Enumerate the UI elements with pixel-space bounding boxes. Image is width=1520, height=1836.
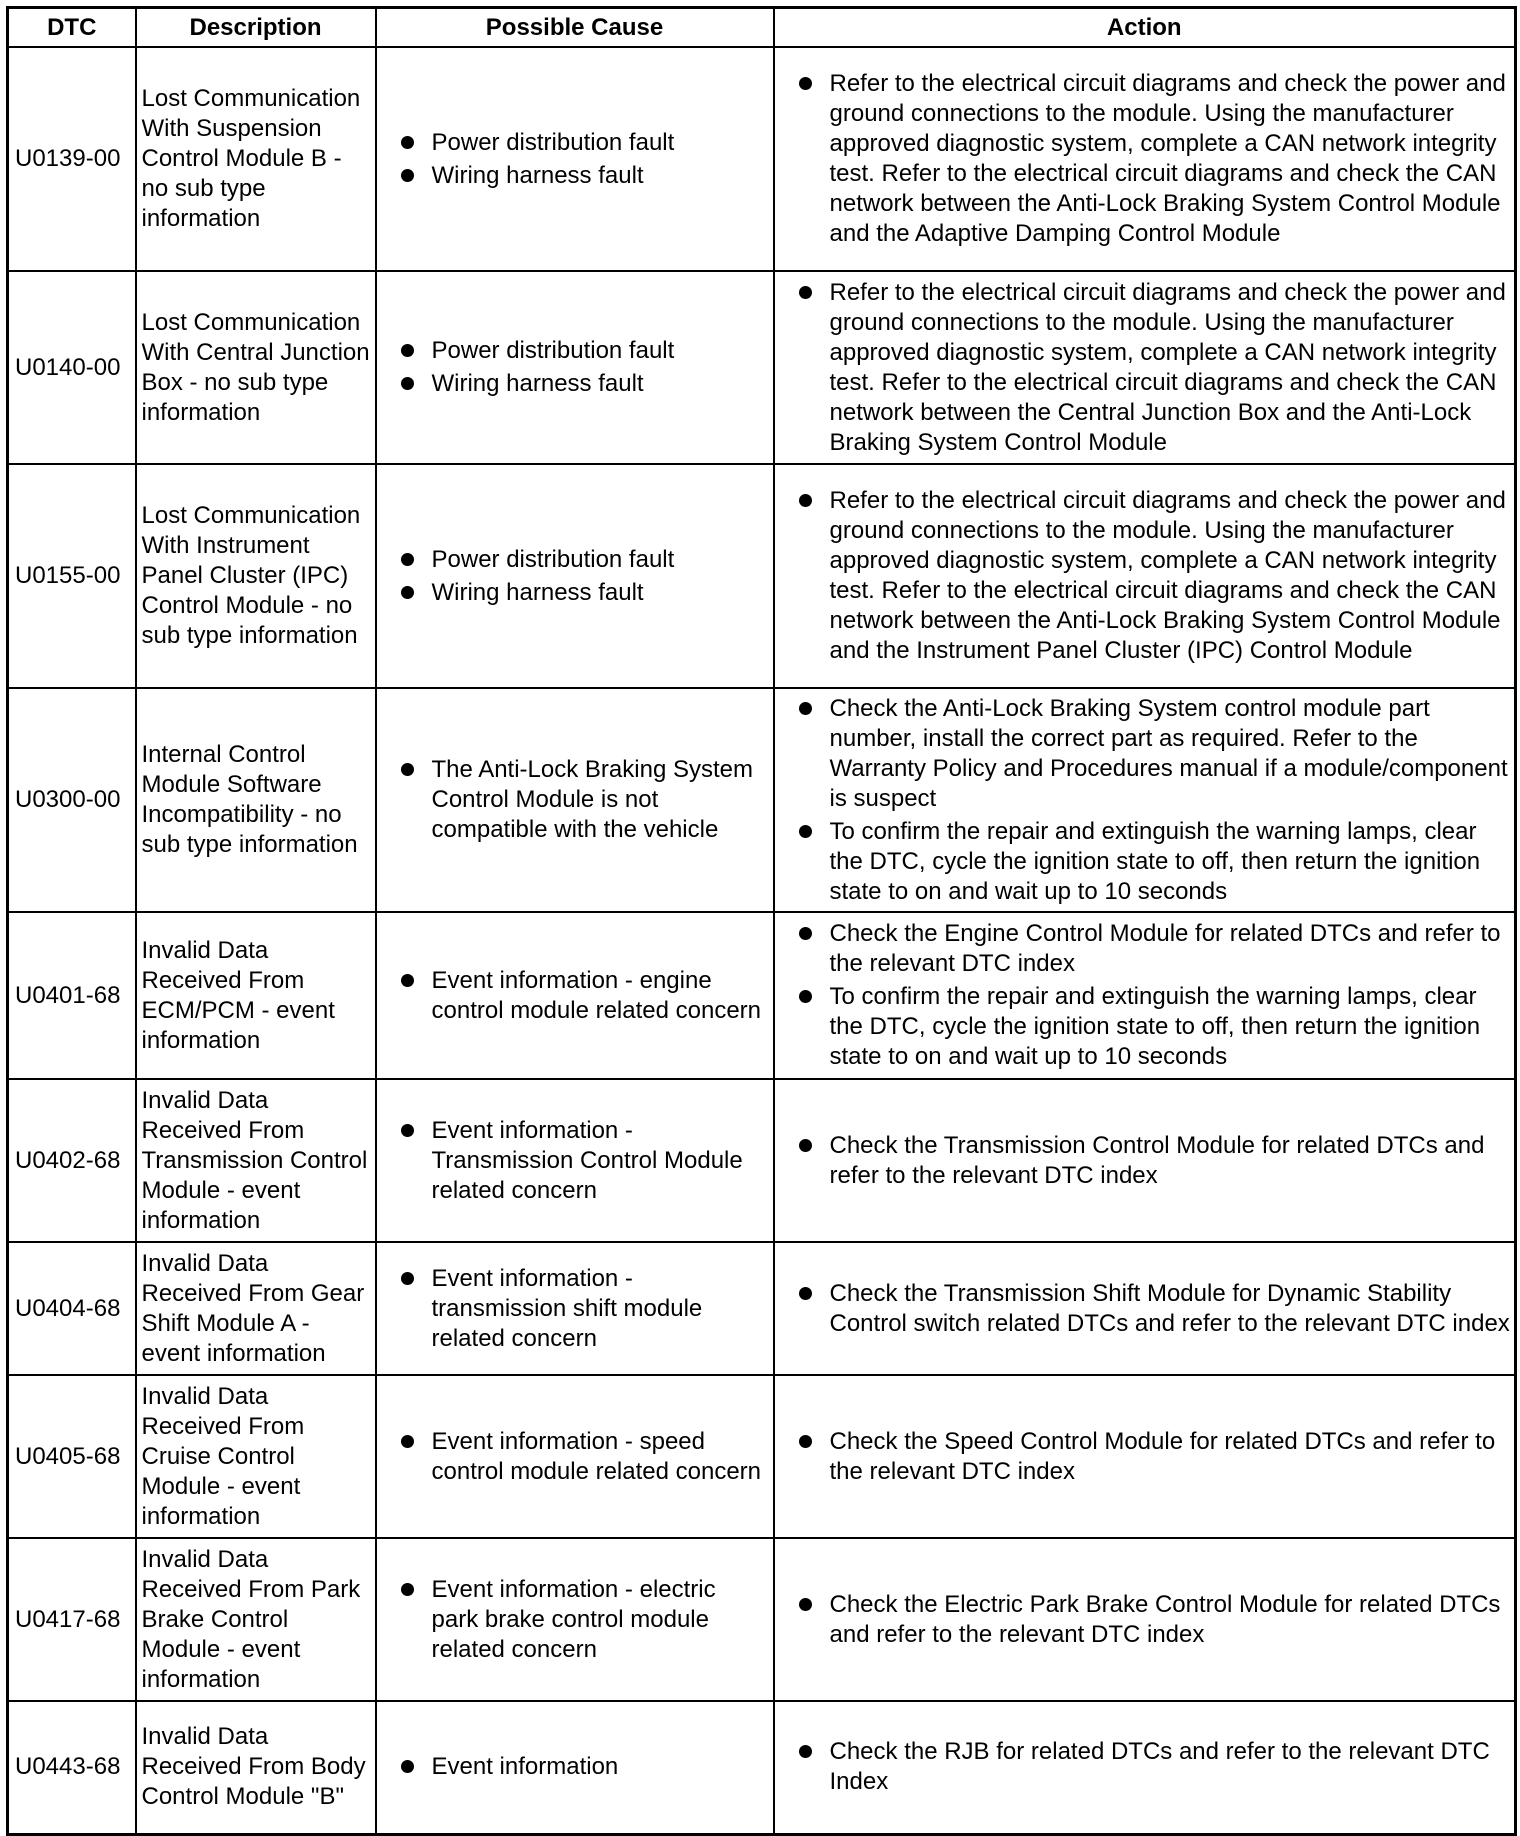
possible-cause-cell	[376, 1079, 774, 1242]
possible-cause-cell	[376, 1375, 774, 1538]
dtc-code: U0401-68	[8, 912, 136, 1079]
possible-cause-item: Event information - speed control module related concern	[397, 1427, 769, 1487]
dtc-description: Invalid Data Received From Cruise Control Module - event information	[136, 1375, 376, 1538]
action-cell	[774, 1079, 1516, 1242]
possible-cause-item: Event information	[397, 1752, 769, 1782]
possible-cause-item: Event information - transmission shift module related concern	[397, 1264, 769, 1354]
possible-cause-cell	[376, 912, 774, 1079]
possible-cause-cell	[376, 1701, 774, 1834]
action-cell	[774, 912, 1516, 1079]
dtc-description: Invalid Data Received From Gear Shift Module A - event information	[136, 1242, 376, 1375]
action-item: To confirm the repair and extinguish the warning lamps, clear the DTC, cycle the ignition state to off, then return the ignition state to on and wait up to 10 seconds	[795, 982, 1511, 1072]
table-row	[8, 1242, 1516, 1375]
possible-cause-list	[397, 1752, 769, 1782]
table-row	[8, 688, 1516, 912]
dtc-description: Invalid Data Received From Body Control Module "B"	[136, 1701, 376, 1834]
possible-cause-cell	[376, 271, 774, 464]
header-dtc: DTC	[8, 8, 136, 48]
dtc-code: U0300-00	[8, 688, 136, 912]
possible-cause-item: Event information - engine control module related concern	[397, 966, 769, 1026]
dtc-description: Internal Control Module Software Incompatibility - no sub type information	[136, 688, 376, 912]
possible-cause-list	[397, 966, 769, 1026]
header-possible-cause: Possible Cause	[376, 8, 774, 48]
possible-cause-cell	[376, 464, 774, 688]
dtc-description: Invalid Data Received From ECM/PCM - event information	[136, 912, 376, 1079]
possible-cause-item: Event information - electric park brake control module related concern	[397, 1575, 769, 1665]
action-item: Check the Electric Park Brake Control Module for related DTCs and refer to the relevant DTC index	[795, 1590, 1511, 1650]
action-cell	[774, 271, 1516, 464]
dtc-description: Lost Communication With Central Junction Box - no sub type information	[136, 271, 376, 464]
action-item: Check the Engine Control Module for related DTCs and refer to the relevant DTC index	[795, 919, 1511, 979]
action-cell	[774, 1538, 1516, 1701]
header-action: Action	[774, 8, 1516, 48]
action-cell	[774, 1701, 1516, 1834]
action-cell	[774, 464, 1516, 688]
action-list	[795, 1279, 1511, 1339]
dtc-code: U0402-68	[8, 1079, 136, 1242]
action-item: Check the Anti-Lock Braking System control module part number, install the correct part as required. Refer to the Warranty Policy and Procedures manual if a module/component is suspect	[795, 694, 1511, 814]
table-row	[8, 464, 1516, 688]
possible-cause-list	[397, 1116, 769, 1206]
possible-cause-list	[397, 1264, 769, 1354]
dtc-description: Lost Communication With Suspension Control Module B - no sub type information	[136, 47, 376, 271]
action-item: Refer to the electrical circuit diagrams and check the power and ground connections to the module. Using the manufacturer approved diagnostic system, complete a CAN network integrity test. Refer to the electrical circuit diagrams and check the CAN network between the Anti-Lock Braking System Control Module and the Instrument Panel Cluster (IPC) Control Module	[795, 486, 1511, 666]
possible-cause-item: Power distribution fault	[397, 336, 769, 366]
table-row	[8, 1375, 1516, 1538]
possible-cause-item: Wiring harness fault	[397, 369, 769, 399]
table-row	[8, 1701, 1516, 1834]
table-row	[8, 1079, 1516, 1242]
possible-cause-cell	[376, 47, 774, 271]
action-cell	[774, 1242, 1516, 1375]
action-list	[795, 1590, 1511, 1650]
action-list	[795, 1131, 1511, 1191]
dtc-code: U0405-68	[8, 1375, 136, 1538]
action-cell	[774, 47, 1516, 271]
action-list	[795, 919, 1511, 1072]
possible-cause-list	[397, 1427, 769, 1487]
possible-cause-list	[397, 1575, 769, 1665]
action-item: Refer to the electrical circuit diagrams and check the power and ground connections to the module. Using the manufacturer approved diagnostic system, complete a CAN network integrity test. Refer to the electrical circuit diagrams and check the CAN network between the Central Junction Box and the Anti-Lock Braking System Control Module	[795, 278, 1511, 458]
action-item: Check the RJB for related DTCs and refer to the relevant DTC Index	[795, 1737, 1511, 1797]
action-list	[795, 1737, 1511, 1797]
dtc-description: Invalid Data Received From Park Brake Control Module - event information	[136, 1538, 376, 1701]
dtc-code: U0155-00	[8, 464, 136, 688]
possible-cause-cell	[376, 688, 774, 912]
dtc-code: U0404-68	[8, 1242, 136, 1375]
dtc-code: U0443-68	[8, 1701, 136, 1834]
action-list	[795, 694, 1511, 907]
dtc-code: U0140-00	[8, 271, 136, 464]
action-list	[795, 69, 1511, 249]
possible-cause-item: Power distribution fault	[397, 128, 769, 158]
possible-cause-item: Power distribution fault	[397, 545, 769, 575]
dtc-table-container	[6, 6, 1514, 1836]
possible-cause-list	[397, 545, 769, 608]
possible-cause-cell	[376, 1538, 774, 1701]
action-list	[795, 486, 1511, 666]
dtc-description: Lost Communication With Instrument Panel Cluster (IPC) Control Module - no sub type information	[136, 464, 376, 688]
possible-cause-item: The Anti-Lock Braking System Control Module is not compatible with the vehicle	[397, 755, 769, 845]
possible-cause-item: Wiring harness fault	[397, 578, 769, 608]
possible-cause-item: Wiring harness fault	[397, 161, 769, 191]
table-row	[8, 271, 1516, 464]
header-row	[8, 8, 1516, 48]
action-item: Check the Speed Control Module for related DTCs and refer to the relevant DTC index	[795, 1427, 1511, 1487]
action-item: Refer to the electrical circuit diagrams and check the power and ground connections to the module. Using the manufacturer approved diagnostic system, complete a CAN network integrity test. Refer to the electrical circuit diagrams and check the CAN network between the Anti-Lock Braking System Control Module and the Adaptive Damping Control Module	[795, 69, 1511, 249]
table-row	[8, 47, 1516, 271]
dtc-code: U0417-68	[8, 1538, 136, 1701]
possible-cause-item: Event information - Transmission Control Module related concern	[397, 1116, 769, 1206]
action-cell	[774, 688, 1516, 912]
possible-cause-list	[397, 336, 769, 399]
action-list	[795, 1427, 1511, 1487]
action-item: To confirm the repair and extinguish the warning lamps, clear the DTC, cycle the ignition state to off, then return the ignition state to on and wait up to 10 seconds	[795, 817, 1511, 907]
action-list	[795, 278, 1511, 458]
possible-cause-list	[397, 755, 769, 845]
action-item: Check the Transmission Control Module for related DTCs and refer to the relevant DTC index	[795, 1131, 1511, 1191]
action-item: Check the Transmission Shift Module for Dynamic Stability Control switch related DTCs and refer to the relevant DTC index	[795, 1279, 1511, 1339]
header-description: Description	[136, 8, 376, 48]
table-row	[8, 912, 1516, 1079]
possible-cause-list	[397, 128, 769, 191]
dtc-description: Invalid Data Received From Transmission Control Module - event information	[136, 1079, 376, 1242]
action-cell	[774, 1375, 1516, 1538]
dtc-table	[6, 6, 1517, 1836]
dtc-code: U0139-00	[8, 47, 136, 271]
table-body	[8, 47, 1516, 1834]
possible-cause-cell	[376, 1242, 774, 1375]
table-row	[8, 1538, 1516, 1701]
